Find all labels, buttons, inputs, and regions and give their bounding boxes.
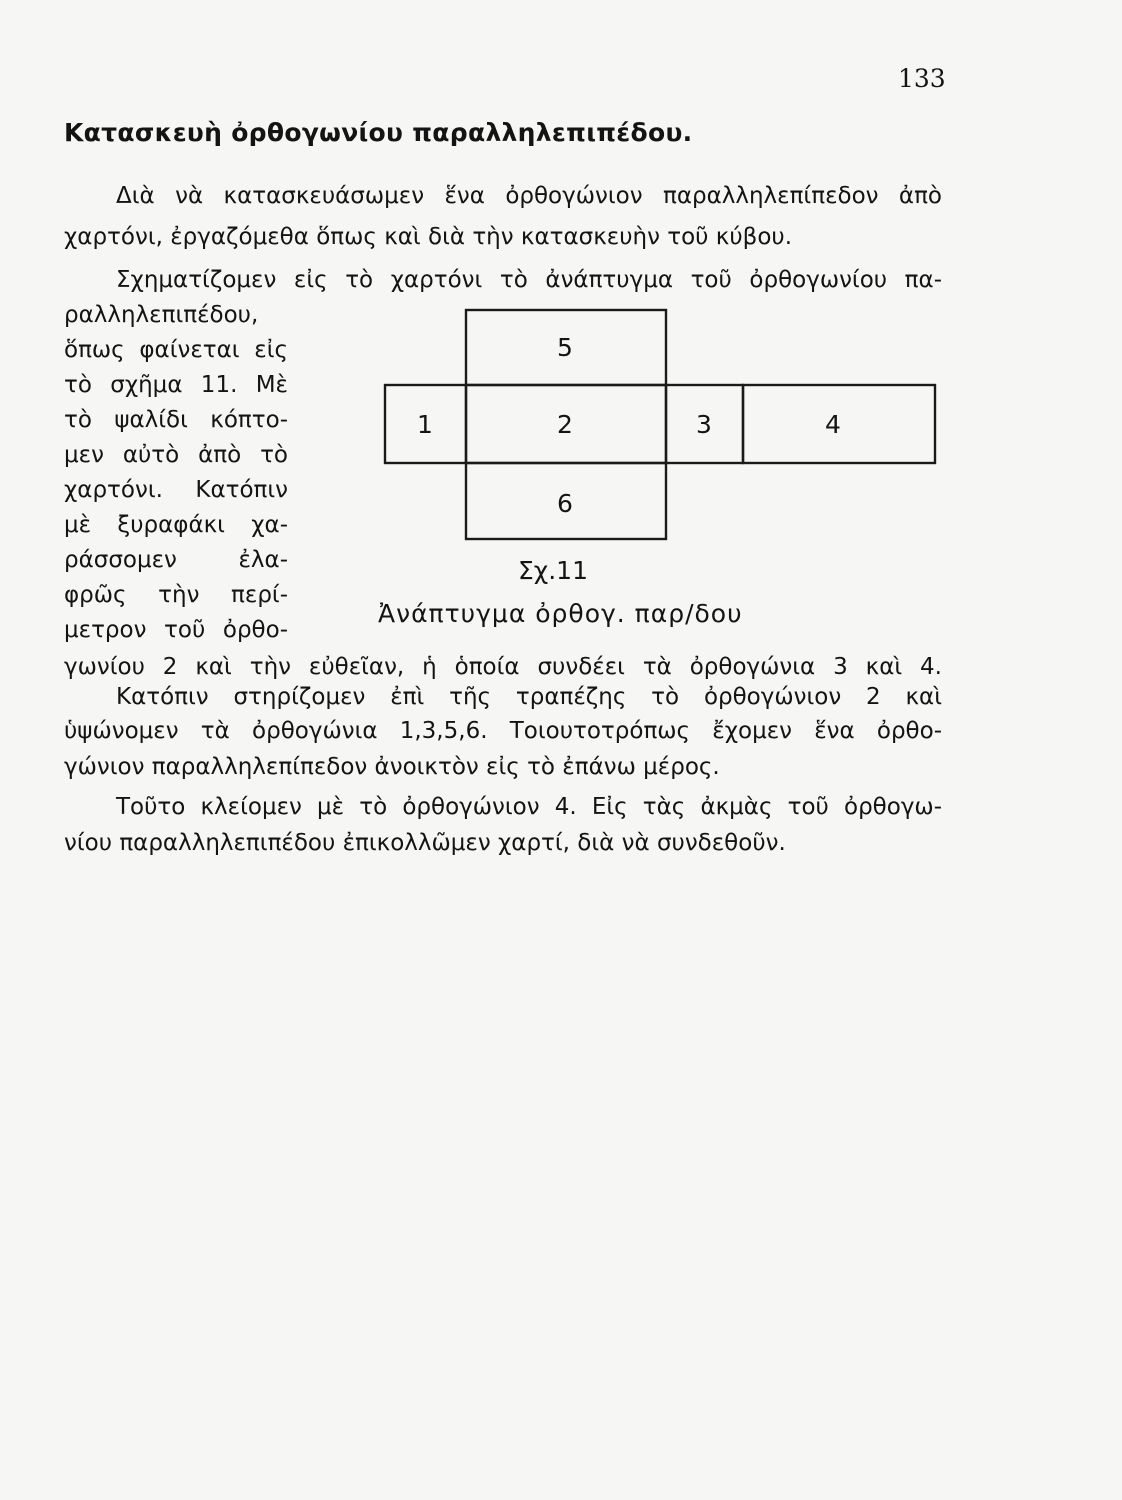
paragraph-1-line-1: Διὰ νὰ κατασκευάσωμεν ἕνα ὀρθογώνιον παραλληλεπίπεδον ἀπὸ xyxy=(116,183,942,209)
paragraph-3-line-2: ὑψώνομεν τὰ ὀρθογώνια 1,3,5,6. Τοιουτοτρόπως ἔχομεν ἕνα ὀρθο- xyxy=(64,718,942,744)
face-4-label: 4 xyxy=(825,410,841,439)
paragraph-2-side-line: τὸ ψαλίδι κόπτο- xyxy=(64,407,288,433)
paragraph-3-line-3: γώνιον παραλληλεπίπεδον ἀνοικτὸν εἰς τὸ ἐπάνω μέρος. xyxy=(64,754,720,780)
net-diagram xyxy=(370,300,940,545)
paragraph-2-line-1: Σχηματίζομεν εἰς τὸ χαρτόνι τὸ ἀνάπτυγμα τοῦ ὀρθογωνίου πα- xyxy=(116,267,942,293)
paragraph-2-side-line: τὸ σχῆμα 11. Μὲ xyxy=(64,372,288,398)
paragraph-4-line-1: Τοῦτο κλείομεν μὲ τὸ ὀρθογώνιον 4. Εἰς τὰς ἀκμὰς τοῦ ὀρθογω- xyxy=(116,794,942,820)
face-6-label: 6 xyxy=(557,489,573,518)
paragraph-2-side-line: μὲ ξυραφάκι χα- xyxy=(64,512,288,538)
face-5-label: 5 xyxy=(557,333,573,362)
paragraph-1-line-2: χαρτόνι, ἐργαζόμεθα ὅπως καὶ διὰ τὴν κατασκευὴν τοῦ κύβου. xyxy=(64,224,793,250)
paragraph-2-side-line: ὅπως φαίνεται εἰς xyxy=(64,337,288,363)
paragraph-2-side-line: μετρον τοῦ ὀρθο- xyxy=(64,617,288,643)
section-heading: Κατασκευὴ ὀρθογωνίου παραλληλεπιπέδου. xyxy=(64,118,693,147)
page-number: 133 xyxy=(898,64,946,93)
face-3-label: 3 xyxy=(696,410,712,439)
paragraph-2-side-line: φρῶς τὴν περί- xyxy=(64,582,288,608)
paragraph-4-line-2: νίου παραλληλεπιπέδου ἐπικολλῶμεν χαρτί, διὰ νὰ συνδεθοῦν. xyxy=(64,830,786,856)
paragraph-2-side-line: μεν αὐτὸ ἀπὸ τὸ xyxy=(64,442,288,468)
figure-label: Σχ.11 xyxy=(518,556,588,585)
face-1-label: 1 xyxy=(417,410,433,439)
paragraph-2-side-line: ραλληλεπιπέδου, xyxy=(64,302,259,328)
paragraph-2-side-line: χαρτόνι. Κατόπιν xyxy=(64,477,288,503)
figure-caption: Ἀνάπτυγμα ὀρθογ. παρ/δου xyxy=(378,599,743,628)
paragraph-2-side-line: ράσσομεν ἐλα- xyxy=(64,547,288,573)
face-2-label: 2 xyxy=(557,410,573,439)
paragraph-2-line-end: γωνίου 2 καὶ τὴν εὐθεῖαν, ἡ ὁποία συνδέει τὰ ὀρθογώνια 3 καὶ 4. xyxy=(64,654,942,680)
paragraph-3-line-1: Κατόπιν στηρίζομεν ἐπὶ τῆς τραπέζης τὸ ὀρθογώνιον 2 καὶ xyxy=(116,684,942,710)
